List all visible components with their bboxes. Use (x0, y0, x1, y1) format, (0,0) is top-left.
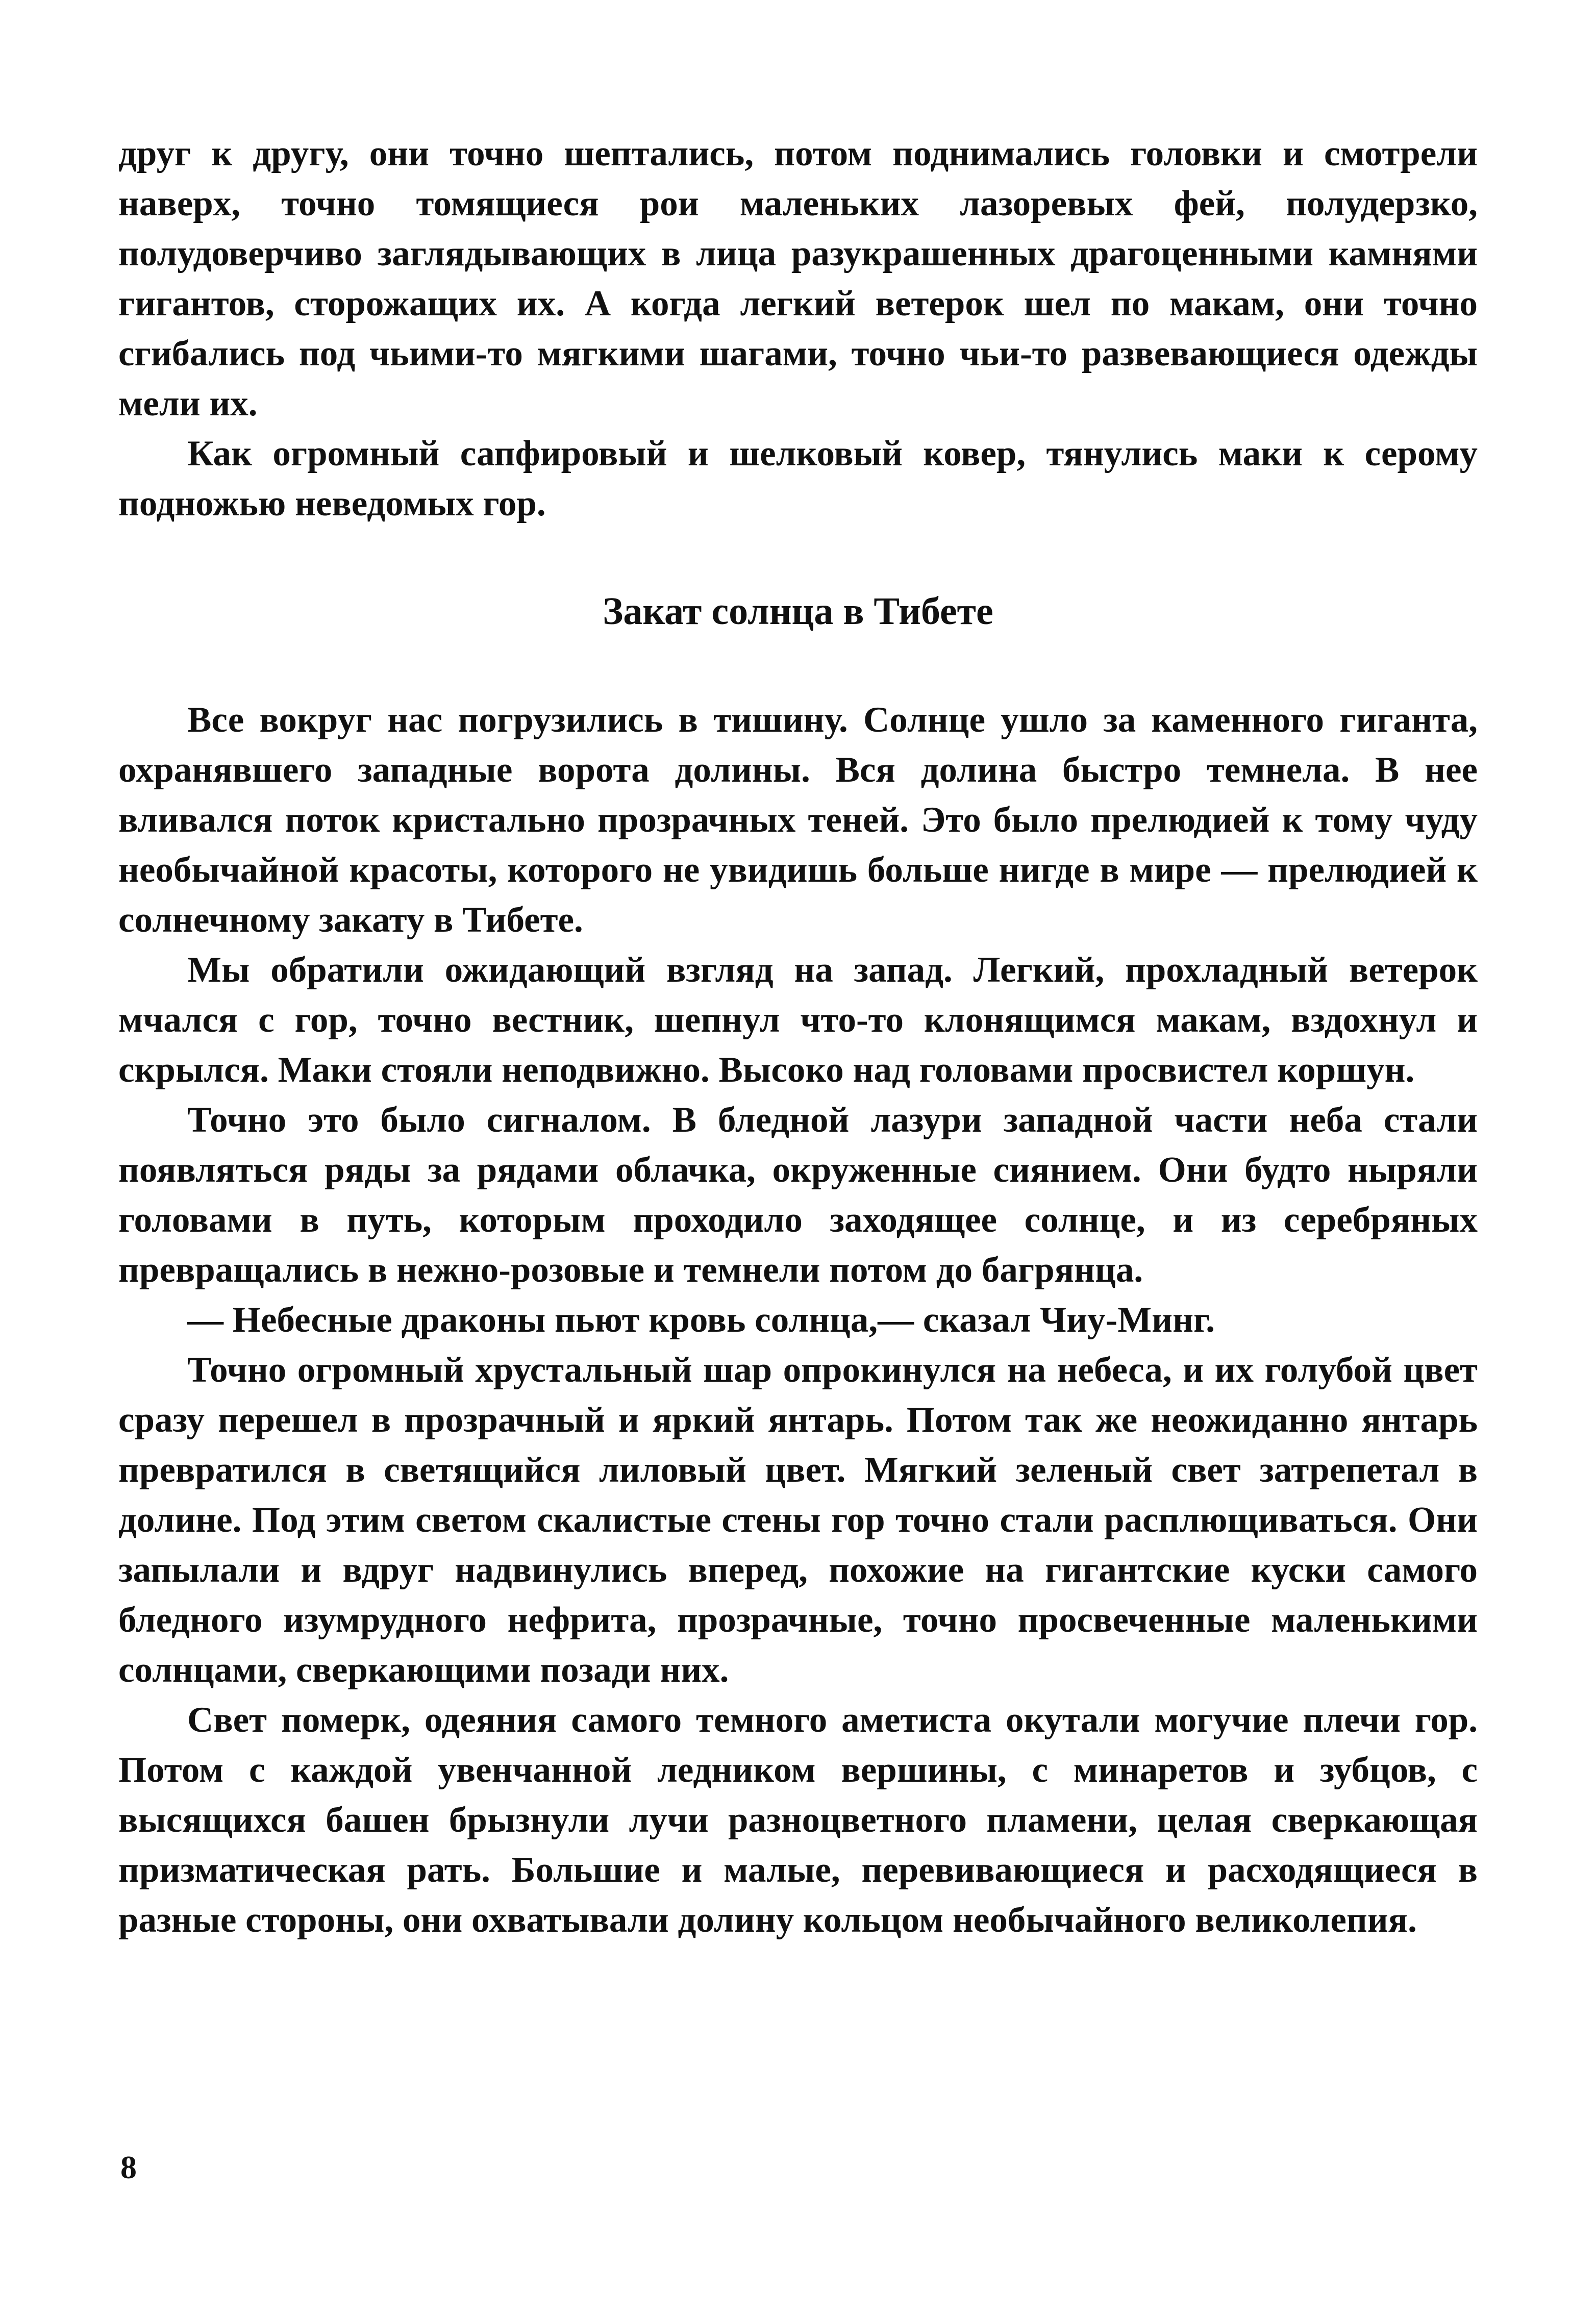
paragraph: Все вокруг нас погрузились в тишину. Солнце ушло за каменного гиганта, охранявшего западные ворота долины. Вся долина быстро темнела. В нее вливался поток кристально прозрачных теней. Это было прелюдией к тому чуду необычайной красоты, которого не увидишь больше нигде в мире — прелюдией к солнечному закату в Тибете. (118, 700, 1478, 940)
paragraph: Свет померк, одеяния самого темного аметиста окутали могучие плечи гор. Потом с каждой увенчанной ледником вершины, с минаретов и зубцов, с высящихся башен брызнули лучи разноцветного пламени, целая сверкающая призматическая рать. Большие и малые, перевивающиеся и расходящиеся в разные стороны, они охватывали долину кольцом необычайного великолепия. (118, 1700, 1478, 1940)
page-number: 8 (120, 2149, 137, 2185)
paragraph: Мы обратили ожидающий взгляд на запад. Легкий, прохладный ветерок мчался с гор, точно вестник, шепнул что-то клонящимся макам, вздохнул и скрылся. Маки стояли неподвижно. Высоко над головами просвистел коршун. (118, 950, 1478, 1090)
section-text-block (118, 695, 1478, 1945)
paragraph: Точно это было сигналом. В бледной лазури западной части неба стали появляться ряды за рядами облачка, окруженные сиянием. Они будто ныряли головами в путь, которым проходило заходящее солнце, и из серебряных превращались в нежно-розовые и темнели потом до багрянца. (118, 1100, 1478, 1290)
paragraph: друг к другу, они точно шептались, потом поднимались головки и смотрели наверх, точно томящиеся рои маленьких лазоревых фей, полудерзко, полудоверчиво заглядывающих в лица разукрашенных драгоценными камнями гигантов, сторожащих их. А когда легкий ветерок шел по макам, они точно сгибались под чьими-то мягкими шагами, точно чьи-то развевающиеся одежды мели их. (118, 134, 1478, 423)
paragraph: Как огромный сапфировый и шелковый ковер, тянулись маки к серому подножью неведомых гор. (118, 434, 1478, 523)
continued-text-block (118, 129, 1478, 529)
section-title: Закат солнца в Тибете (603, 590, 993, 633)
paragraph: Точно огромный хрустальный шар опрокинулся на небеса, и их голубой цвет сразу перешел в прозрачный и яркий янтарь. Потом так же неожиданно янтарь превратился в светящийся лиловый цвет. Мягкий зеленый свет затрепетал в долине. Под этим светом скалистые стены гор точно стали расплющиваться. Они запылали и вдруг надвинулись вперед, похожие на гигантские куски самого бледного изумрудного нефрита, прозрачные, точно просвеченные маленькими солнцами, сверкающими позади них. (118, 1350, 1478, 1690)
dialogue-paragraph: — Небесные драконы пьют кровь солнца,— сказал Чиу-Минг. (187, 1300, 1215, 1340)
